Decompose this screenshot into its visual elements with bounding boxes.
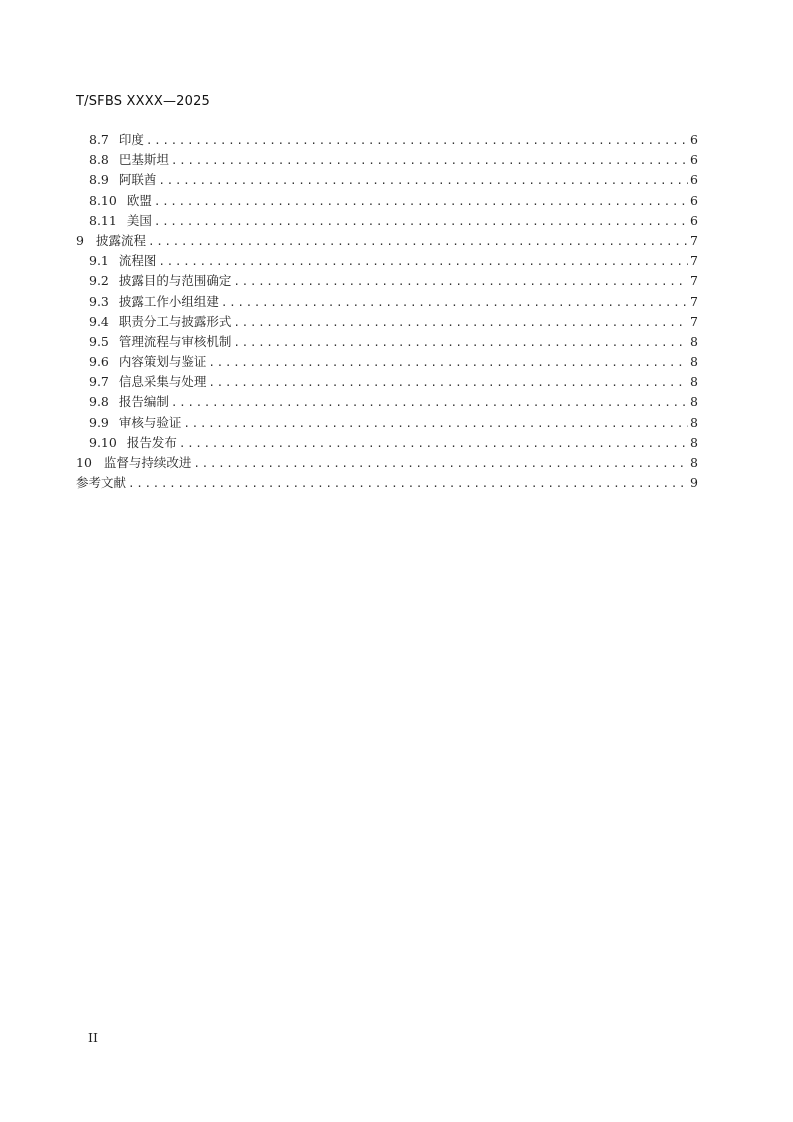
- toc-dot-leader: [154, 192, 688, 212]
- toc-dot-leader: [158, 171, 688, 191]
- toc-entry-label: 审核与验证: [118, 414, 182, 430]
- toc-entry-label: 阿联酋: [118, 172, 157, 188]
- toc-entry-number: 9.5: [89, 333, 109, 349]
- toc-entry-number: 9.10: [89, 434, 117, 450]
- toc-entry-number: 8.11: [89, 212, 117, 228]
- toc-entry-number: 9.2: [89, 273, 109, 289]
- toc-dot-leader: [128, 474, 688, 494]
- toc-entry-page: 6: [690, 132, 698, 147]
- toc-entry-number: 9.8: [89, 394, 109, 410]
- toc-entry-label: 管理流程与审核机制: [118, 333, 232, 349]
- toc-entry-number: 9.9: [89, 414, 109, 430]
- toc-entry-label: 报告发布: [126, 434, 177, 450]
- toc-dot-leader: [183, 414, 688, 434]
- toc-dot-leader: [158, 252, 688, 272]
- table-of-contents: [76, 130, 698, 493]
- toc-dot-leader: [146, 131, 688, 151]
- toc-entry[interactable]: [76, 453, 698, 473]
- toc-entry-page: 7: [690, 313, 698, 329]
- toc-entry-page: 7: [690, 273, 698, 289]
- toc-entry-label: 披露工作小组组建: [118, 293, 219, 309]
- toc-entry-number: 8.9: [89, 172, 109, 188]
- toc-entry-page: 6: [690, 212, 698, 228]
- toc-entry-label: 职责分工与披露形式: [118, 313, 232, 329]
- toc-dot-leader: [179, 434, 688, 454]
- toc-dot-leader: [233, 333, 688, 353]
- toc-entry-number: 10: [76, 455, 92, 470]
- toc-entry[interactable]: [76, 312, 698, 332]
- toc-entry[interactable]: [76, 191, 698, 211]
- toc-entry-label: 巴基斯坦: [118, 152, 169, 168]
- toc-entry-label: 流程图: [118, 253, 157, 269]
- toc-entry[interactable]: [76, 211, 698, 231]
- toc-entry-label: 欧盟: [126, 192, 152, 208]
- toc-dot-leader: [171, 393, 688, 413]
- toc-entry[interactable]: [76, 372, 698, 392]
- toc-entry-page: 8: [690, 414, 698, 430]
- toc-entry-label: 监督与持续改进: [103, 455, 192, 470]
- toc-entry-page: 7: [690, 232, 698, 248]
- toc-entry-page: 6: [690, 192, 698, 208]
- toc-entry-number: 9.1: [89, 253, 109, 269]
- toc-entry[interactable]: [76, 170, 698, 190]
- toc-entry-number: 8.7: [89, 132, 109, 147]
- toc-entry-number: 9: [76, 232, 84, 248]
- toc-entry[interactable]: [76, 271, 698, 291]
- toc-entry[interactable]: [76, 473, 698, 493]
- toc-entry-page: 8: [690, 374, 698, 390]
- toc-entry-label: 信息采集与处理: [118, 374, 207, 390]
- toc-dot-leader: [193, 454, 688, 474]
- toc-entry-number: 9.7: [89, 374, 109, 390]
- page-number: II: [88, 1030, 98, 1045]
- toc-entry[interactable]: [76, 433, 698, 453]
- toc-entry-page: 9: [690, 475, 698, 491]
- toc-entry[interactable]: [76, 251, 698, 271]
- toc-dot-leader: [148, 232, 688, 252]
- toc-entry[interactable]: [76, 332, 698, 352]
- toc-entry-page: 8: [690, 354, 698, 370]
- toc-dot-leader: [171, 151, 688, 171]
- toc-dot-leader: [154, 212, 688, 232]
- toc-entry-number: 9.6: [89, 354, 109, 370]
- document-code-header: T/SFBS XXXX—2025: [76, 94, 211, 109]
- toc-entry-label: 印度: [118, 132, 144, 147]
- toc-entry-page: 8: [690, 394, 698, 410]
- toc-entry-page: 7: [690, 253, 698, 269]
- toc-entry[interactable]: [76, 130, 698, 150]
- toc-entry-page: 7: [690, 293, 698, 309]
- toc-dot-leader: [221, 293, 688, 313]
- toc-entry[interactable]: [76, 392, 698, 412]
- toc-entry[interactable]: [76, 231, 698, 251]
- toc-entry-page: 8: [690, 455, 698, 470]
- toc-entry[interactable]: [76, 352, 698, 372]
- toc-entry[interactable]: [76, 413, 698, 433]
- toc-entry-label: 内容策划与鉴证: [118, 354, 207, 370]
- toc-entry-page: 8: [690, 333, 698, 349]
- toc-entry[interactable]: [76, 292, 698, 312]
- toc-entry-label: 披露流程: [95, 232, 146, 248]
- toc-entry-label: 报告编制: [118, 394, 169, 410]
- toc-entry-number: 9.3: [89, 293, 109, 309]
- toc-entry-label: 披露目的与范围确定: [118, 273, 232, 289]
- toc-dot-leader: [208, 373, 688, 393]
- toc-entry-label: 美国: [126, 212, 152, 228]
- toc-entry-number: 8.8: [89, 152, 109, 168]
- toc-entry-page: 8: [690, 434, 698, 450]
- toc-entry-label: 参考文献: [76, 475, 127, 491]
- toc-entry-number: 9.4: [89, 313, 109, 329]
- toc-entry[interactable]: [76, 150, 698, 170]
- toc-entry-page: 6: [690, 152, 698, 168]
- toc-entry-page: 6: [690, 172, 698, 188]
- toc-dot-leader: [233, 272, 688, 292]
- toc-dot-leader: [208, 353, 688, 373]
- toc-dot-leader: [233, 313, 688, 333]
- toc-entry-number: 8.10: [89, 192, 117, 208]
